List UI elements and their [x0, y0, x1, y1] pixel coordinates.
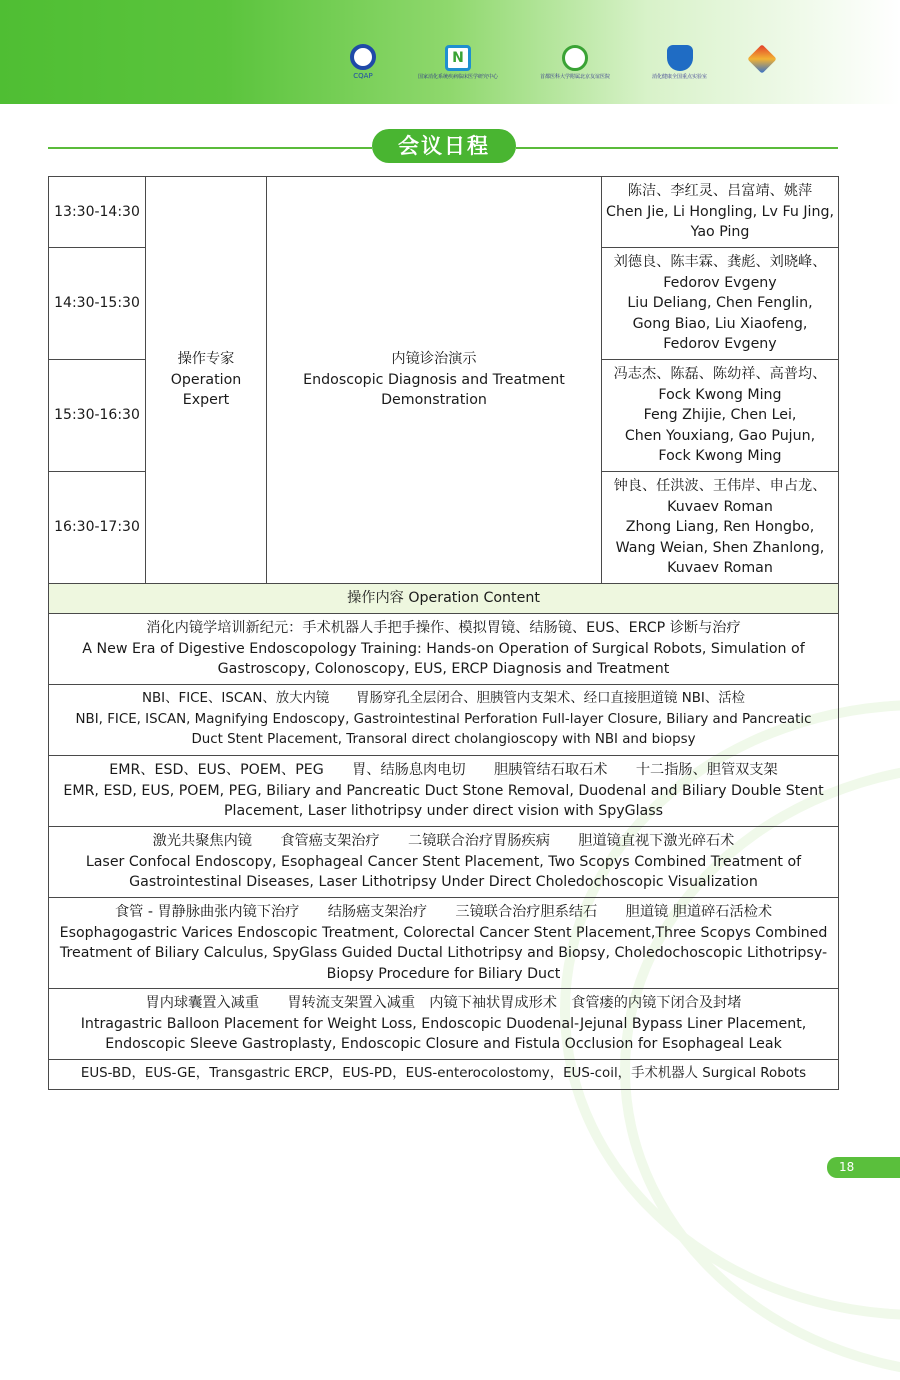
logo-caption: 消化健康全国重点实验室 — [652, 74, 708, 80]
title-rule-right — [516, 147, 838, 149]
time-slot: 15:30-16:30 — [49, 360, 146, 472]
table-row — [49, 898, 839, 989]
content-line: 激光共聚焦内镜 食管癌支架治疗 二镜联合治疗胃肠疾病 胆道镜直视下激光碎石术 — [152, 833, 735, 850]
expert-line: 陈洁、李红灵、吕富靖、姚萍 — [627, 183, 813, 200]
experts-cell — [602, 472, 839, 584]
time-slot: 16:30-17:30 — [49, 472, 146, 584]
expert-line: 钟良、任洪波、王伟岸、申占龙、 — [613, 478, 827, 495]
congress-emblem-icon — [747, 44, 776, 73]
content-cell — [49, 685, 839, 756]
table-row — [49, 756, 839, 827]
cqap-logo — [350, 44, 376, 80]
expert-line: Feng Zhijie, Chen Lei, — [643, 407, 797, 424]
experts-cell — [602, 248, 839, 360]
table-row — [49, 685, 839, 756]
hospital-emblem-icon — [562, 45, 588, 71]
role-en-1: Operation — [170, 371, 242, 388]
content-line: 消化内镜学培训新纪元：手术机器人手把手操作、模拟胃镜、结肠镜、EUS、ERCP 诊断与治疗 — [146, 620, 741, 637]
content-line: EUS-BD，EUS-GE，Transgastric ERCP，EUS-PD，EUS-enterocolostomy，EUS-coil，手术机器人 Surgical Robots — [80, 1066, 807, 1082]
content-line: Intragastric Balloon Placement for Weight Loss, Endoscopic Duodenal-Jejunal Bypass Liner Placement, — [80, 1015, 807, 1032]
time-slot: 13:30-14:30 — [49, 177, 146, 248]
table-row — [49, 1060, 839, 1090]
expert-line: Fedorov Evgeny — [663, 274, 777, 291]
content-line: Duct Stent Placement, Transoral direct cholangioscopy with NBI and biopsy — [191, 732, 696, 748]
shield-icon — [667, 45, 693, 71]
content-line: Treatment of Biliary Calculus, SpyGlass Guided Ductal Lithotripsy and Biopsy, Choledochoscopic Lithotripsy- — [59, 945, 828, 961]
content-cell — [49, 1060, 839, 1090]
time-slot: 14:30-15:30 — [49, 248, 146, 360]
table-row — [49, 989, 839, 1060]
content-cell — [49, 756, 839, 827]
content-line: A New Era of Digestive Endoscopology Training: Hands-on Operation of Surgical Robots, Simulation of — [82, 640, 805, 657]
content-line: Gastrointestinal Diseases, Laser Lithotripsy Under Direct Choledochoscopic Visualization — [129, 874, 758, 891]
expert-line: Chen Youxiang, Gao Pujun, — [624, 427, 816, 444]
experts-cell — [602, 177, 839, 248]
logo-caption: CQAP — [353, 72, 373, 80]
expert-line: Wang Weian, Shen Zhanlong, — [615, 539, 825, 556]
section-title: 会议日程 — [372, 129, 516, 163]
expert-line: Kuvaev Roman — [667, 498, 773, 515]
expert-line: Fock Kwong Ming — [658, 448, 782, 465]
lab-logo — [652, 45, 707, 80]
table-row — [49, 827, 839, 898]
logo-caption: 首都医科大学附属北京友谊医院 — [540, 74, 611, 80]
cqap-logo-icon — [350, 44, 376, 70]
content-line: Endoscopic Sleeve Gastroplasty, Endoscopic Closure and Fistula Occlusion for Esophageal Leak — [105, 1036, 782, 1053]
activity-cell — [267, 177, 602, 584]
content-line: EMR、ESD、EUS、POEM、PEG 胃、结肠息肉电切 胆胰管结石取石术 十二指肠、胆管双支架 — [109, 762, 778, 779]
content-line: Gastroscopy, Colonoscopy, EUS, ERCP Diagnosis and Treatment — [217, 661, 670, 678]
table-row — [49, 177, 839, 248]
activity-en-2: Demonstration — [381, 392, 487, 409]
content-cell — [49, 989, 839, 1060]
content-line: EMR, ESD, EUS, POEM, PEG, Biliary and Pancreatic Duct Stone Removal, Duodenal and Biliary Double Stent — [63, 782, 824, 799]
expert-line: Chen Jie, Li Hongling, Lv Fu Jing, — [606, 203, 834, 220]
content-cell — [49, 827, 839, 898]
content-cell — [49, 898, 839, 989]
content-line: Biopsy Procedure for Biliary Duct — [326, 965, 561, 982]
content-line: NBI、FICE、ISCAN、放大内镜 胃肠穿孔全层闭合、胆胰管内支架术、经口直接胆道镜 NBI、活检 — [141, 691, 746, 707]
role-cell — [146, 177, 267, 584]
logo-caption — [761, 74, 763, 80]
content-line: 胃内球囊置入减重 胃转流支架置入减重 内镜下袖状胃成形术 食管瘘的内镜下闭合及封堵 — [145, 995, 742, 1012]
expert-line: 刘德良、陈丰霖、龚彪、刘晓峰、 — [613, 254, 827, 271]
logo-strip — [350, 44, 775, 80]
activity-cn: 内镜诊治演示 — [391, 351, 477, 368]
content-line: Laser Confocal Endoscopy, Esophageal Cancer Stent Placement, Two Scopys Combined Treatment of — [85, 853, 802, 870]
digestive-center-logo — [418, 45, 498, 80]
logo-caption: 国家消化系统疾病临床医学研究中心 — [418, 74, 499, 80]
expert-line: Liu Deliang, Chen Fenglin, — [627, 295, 813, 312]
congress-logo — [749, 46, 775, 80]
expert-line: Zhong Liang, Ren Hongbo, — [625, 519, 815, 536]
content-line: Esophagogastric Varices Endoscopic Treatment, Colorectal Cancer Stent Placement,Three Scopys Combined — [59, 924, 828, 941]
content-line: NBI, FICE, ISCAN, Magnifying Endoscopy, Gastrointestinal Perforation Full-layer Closure, Biliary and Pancreatic — [75, 711, 812, 727]
expert-line: Fedorov Evgeny — [663, 336, 777, 353]
role-cn: 操作专家 — [177, 351, 235, 368]
table-row — [49, 614, 839, 685]
table-row — [49, 584, 839, 614]
expert-line: 冯志杰、陈磊、陈幼祥、高普均、 — [613, 366, 827, 383]
expert-line: Yao Ping — [690, 224, 750, 241]
expert-line: Fock Kwong Ming — [658, 386, 782, 403]
n-letter-icon: N — [445, 45, 471, 71]
title-rule-left — [48, 147, 372, 149]
hospital-logo — [540, 45, 610, 80]
page-number: 18 — [827, 1157, 900, 1178]
expert-line: Kuvaev Roman — [667, 560, 773, 577]
content-line: Placement, Laser lithotripsy under direct vision with SpyGlass — [223, 803, 664, 820]
role-en-2: Expert — [182, 392, 230, 409]
schedule-table — [48, 176, 839, 1090]
content-line: 食管 - 胃静脉曲张内镜下治疗 结肠癌支架治疗 三镜联合治疗胆系结石 胆道镜 胆道碎石活检术 — [114, 904, 773, 920]
content-section-title: 操作内容 Operation Content — [49, 584, 839, 614]
experts-cell — [602, 360, 839, 472]
expert-line: Gong Biao, Liu Xiaofeng, — [632, 315, 808, 332]
content-cell — [49, 614, 839, 685]
activity-en-1: Endoscopic Diagnosis and Treatment — [303, 371, 565, 388]
